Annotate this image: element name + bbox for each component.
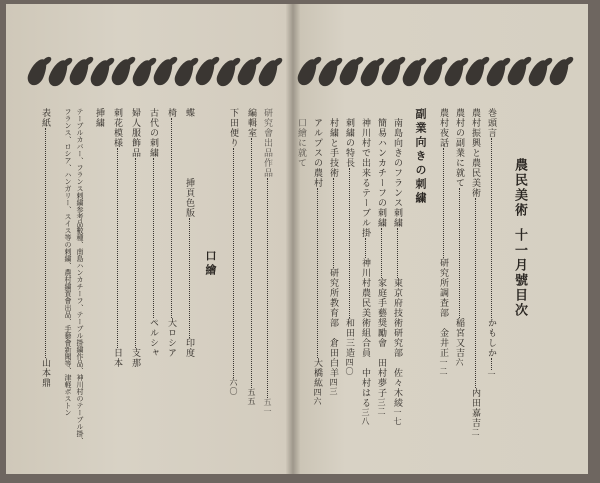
toc-item-1: 巻頭言かもしか一: [486, 108, 496, 379]
section-item-6: アルプスの農村大橋紘四六: [312, 118, 322, 406]
section-item-3: 神川村で出来るテーブル掛神川村農民美術組合員 中村はる三八: [360, 118, 370, 426]
magazine-title: 農民美術十一月號目次: [512, 158, 527, 318]
left-item-2: 編輯室五五: [246, 108, 256, 406]
section-item-1: 南島向きのフランス刺繍東京府技術研究部 佐々木綾一七: [392, 118, 402, 426]
plate-item-4: 婦人服飾品支那: [130, 108, 140, 368]
section-item-4: 刺繍の特長和田三造四〇: [344, 118, 354, 376]
toc-item-2: 農村振興と農民美術内田嘉吉二: [470, 108, 480, 437]
section-heading-plates: 口繪: [204, 250, 217, 278]
left-item-1: 研究會出品作品五一: [262, 108, 272, 416]
plate-notes-1: テーブルカバー、フランス刺繍参考品數種、南島ハンカチーフ、テーブル掛繍作品、神川村のテーブル掛、: [76, 108, 84, 444]
section-item-7: 口繪に就て: [296, 118, 306, 168]
cover-credit: 表紙山本鼎: [40, 108, 50, 388]
section-heading-embroidery: 副業向きの刺繍: [414, 108, 427, 206]
plate-item-6: 挿繍: [94, 108, 104, 128]
section-item-5: 村繍と手技術研究所教育部 倉田白羊四三: [328, 118, 338, 396]
section-item-2: 簡易ハンカチーフの刺繍家庭手藝奨勵會 田村夢子三二: [376, 118, 386, 416]
plate-item-3: 古代の刺繍ペルシャ: [148, 108, 158, 358]
plate-notes-2: フランス、ロシア、ハンガリー、スイス等の刺繍、農村繍賀會出品、手藝會新聞等、津軽ボストン: [64, 108, 72, 416]
toc-item-3: 農村の副業に就て稲宮又吉六: [454, 108, 464, 367]
left-item-3: 下田便り六〇: [228, 108, 238, 396]
plate-item-2: 椅大ロシア: [166, 108, 176, 358]
plate-item-5: 刺花模様日本: [112, 108, 122, 368]
toc-item-4: 農村夜話研究所調査部 金井正一二: [438, 108, 448, 376]
plate-item-1: 蝶挿頁色版印度: [184, 108, 194, 358]
